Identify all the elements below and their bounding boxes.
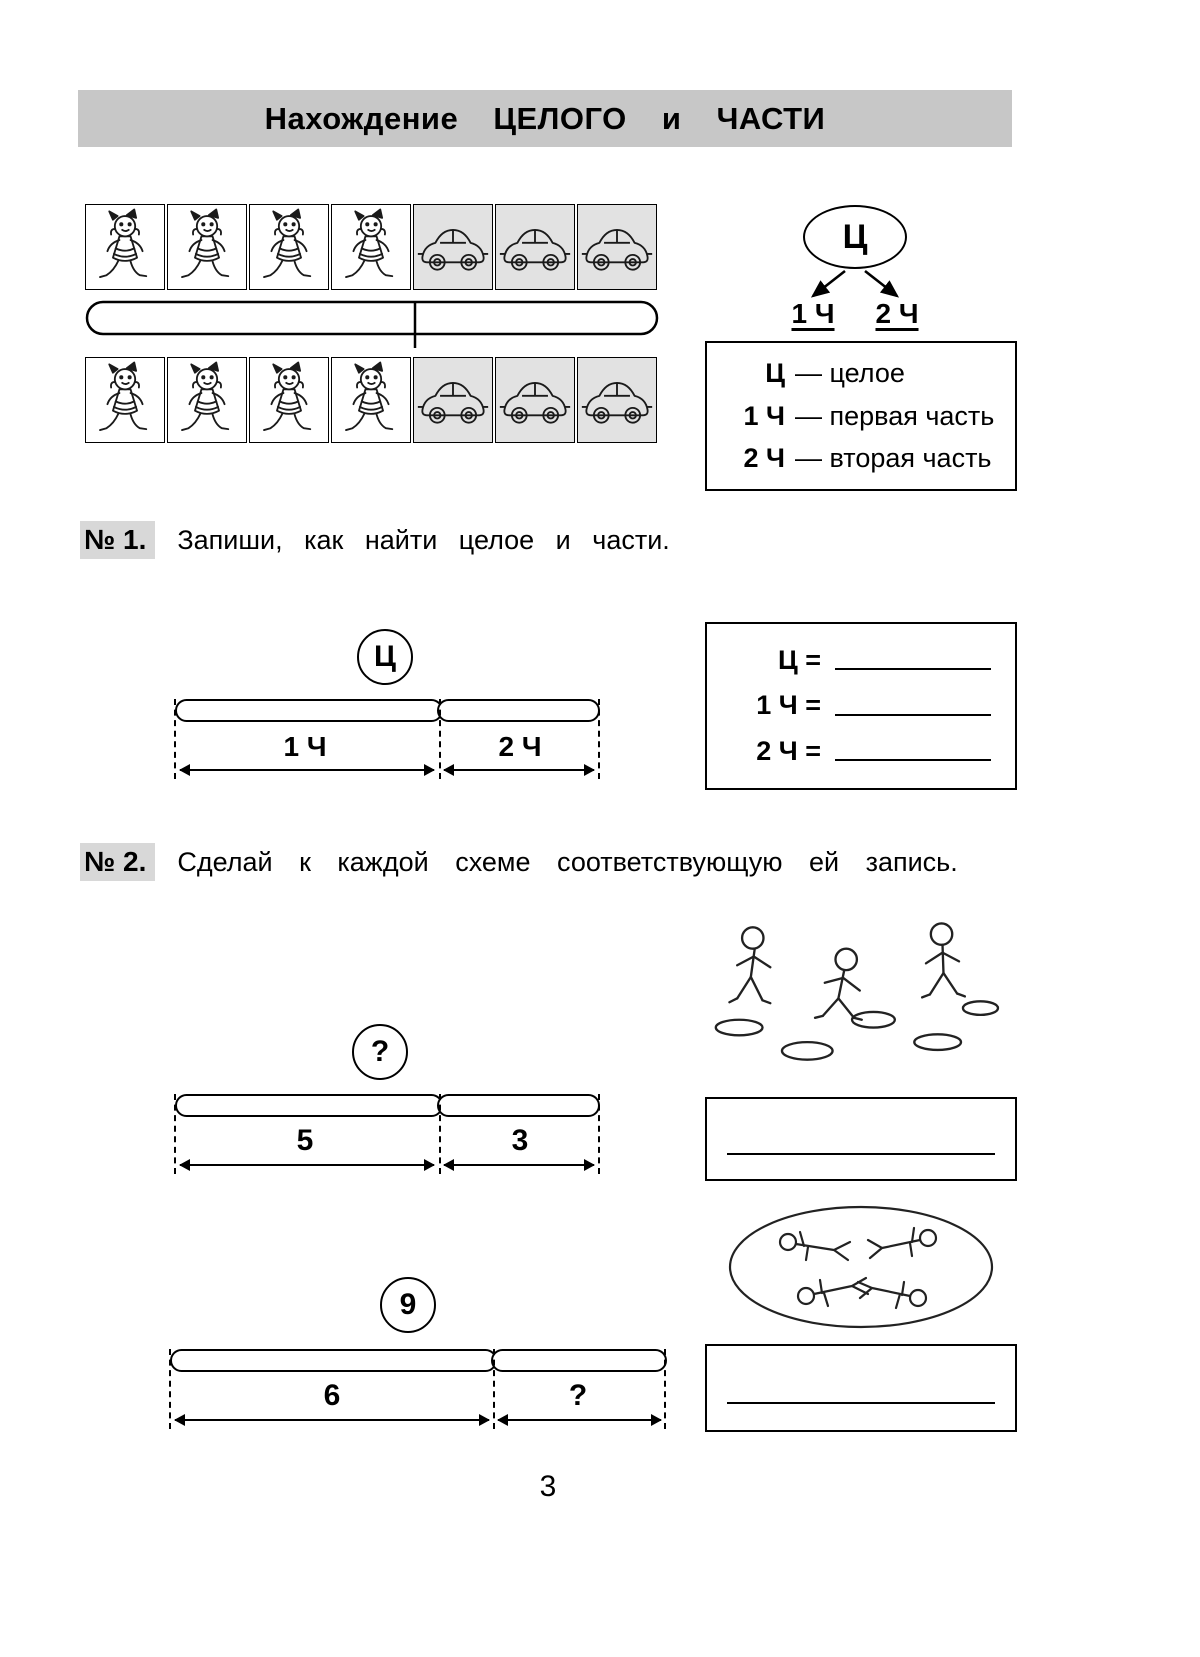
car-icon [498, 207, 572, 287]
car-icon [580, 207, 654, 287]
car-cell [495, 357, 575, 443]
doll-cell [249, 357, 329, 443]
task1-answer-box [705, 622, 1017, 790]
answer-row [729, 646, 993, 676]
car-cell [577, 357, 657, 443]
page-title-bar [78, 90, 1012, 147]
page-title: Нахождение ЦЕЛОГО и ЧАСТИ [264, 100, 826, 136]
scheme1-bar-part1 [175, 1094, 443, 1117]
span-arrow [498, 1419, 661, 1421]
car-cell [495, 204, 575, 290]
span-arrow [444, 769, 594, 771]
car-cell [413, 357, 493, 443]
scheme1-part1-label: 5 [296, 1124, 314, 1157]
dashed-guide [598, 699, 600, 779]
doll-cell [167, 357, 247, 443]
doll-icon [252, 207, 326, 287]
doll-icon [170, 360, 244, 440]
answer-row [729, 691, 993, 721]
car-cell [577, 204, 657, 290]
span-arrow [180, 1164, 434, 1166]
legend-desc: — первая часть [795, 400, 995, 431]
part2-label: 2 Ч [875, 298, 919, 329]
dashed-guide [493, 1349, 495, 1429]
car-cell [413, 204, 493, 290]
legend-term: Ц [765, 358, 785, 389]
answer-label: 1 Ч = [756, 690, 821, 721]
span-arrow [444, 1164, 594, 1166]
task1-number: № 1. [80, 521, 155, 559]
scheme2-answer-box [705, 1344, 1017, 1432]
doll-icon [252, 360, 326, 440]
doll-cell [85, 357, 165, 443]
task1-part2-label: 2 Ч [498, 731, 542, 762]
car-icon [498, 360, 572, 440]
part1-label: 1 Ч [791, 298, 835, 329]
doll-cell [167, 204, 247, 290]
task2-number: № 2. [80, 843, 155, 881]
dashed-guide [439, 699, 441, 779]
scheme1-part2-label: 3 [511, 1124, 529, 1157]
car-icon [580, 360, 654, 440]
legend-row [715, 443, 1005, 474]
scheme1-whole-circle: ? [352, 1024, 408, 1080]
legend-row [715, 401, 1005, 432]
doll-cell [249, 204, 329, 290]
doll-icon [334, 207, 408, 287]
doll-icon [334, 360, 408, 440]
answer-row [729, 737, 993, 767]
page-number: 3 [539, 1470, 557, 1503]
scheme2-bar-part1 [170, 1349, 497, 1372]
task2-heading [80, 843, 958, 881]
doll-cell [331, 357, 411, 443]
doll-icon [170, 207, 244, 287]
scheme2-part2-label: ? [568, 1379, 588, 1412]
dashed-guide [598, 1094, 600, 1174]
car-icon [416, 207, 490, 287]
doll-cell [85, 204, 165, 290]
dashed-guide [169, 1349, 171, 1429]
answer-blank[interactable] [727, 1402, 995, 1404]
legend-desc: — целое [795, 358, 905, 389]
answer-label: 2 Ч = [756, 735, 821, 766]
children-playing-illustration [688, 903, 1018, 1083]
answer-blank[interactable] [835, 714, 991, 716]
answer-label: Ц = [778, 644, 821, 675]
picture-row-top [85, 204, 657, 290]
dashed-guide [174, 699, 176, 779]
task1-bar-part2 [437, 699, 600, 722]
scheme1-bar-part2 [437, 1094, 600, 1117]
dashed-guide [664, 1349, 666, 1429]
whole-ellipse: Ц [803, 205, 907, 269]
legend-term: 2 Ч [743, 442, 785, 473]
dashed-guide [174, 1094, 176, 1174]
legend-term: 1 Ч [743, 400, 785, 431]
legend-box [705, 341, 1017, 491]
task2-text: Сделай к каждой схеме соответствующую ей запись. [177, 847, 958, 877]
scheme1-answer-box [705, 1097, 1017, 1181]
legend-desc: — вторая часть [795, 442, 992, 473]
answer-blank[interactable] [835, 759, 991, 761]
children-lying-illustration [722, 1196, 1000, 1338]
scheme2-whole-circle: 9 [380, 1277, 436, 1333]
doll-icon [88, 207, 162, 287]
answer-blank[interactable] [727, 1153, 995, 1155]
task1-text: Запиши, как найти целое и части. [177, 525, 670, 555]
picture-row-bottom [85, 357, 657, 443]
car-icon [416, 360, 490, 440]
task1-bar-part1 [175, 699, 443, 722]
task1-part1-label: 1 Ч [283, 731, 327, 762]
span-arrow [180, 769, 434, 771]
legend-row [715, 358, 1005, 389]
task1-whole-circle: Ц [357, 629, 413, 685]
doll-cell [331, 204, 411, 290]
span-arrow [175, 1419, 489, 1421]
group-brace [85, 298, 659, 350]
scheme2-part1-label: 6 [323, 1379, 341, 1412]
task1-heading [80, 521, 670, 559]
doll-icon [88, 360, 162, 440]
dashed-guide [439, 1094, 441, 1174]
scheme2-bar-part2 [491, 1349, 667, 1372]
answer-blank[interactable] [835, 668, 991, 670]
